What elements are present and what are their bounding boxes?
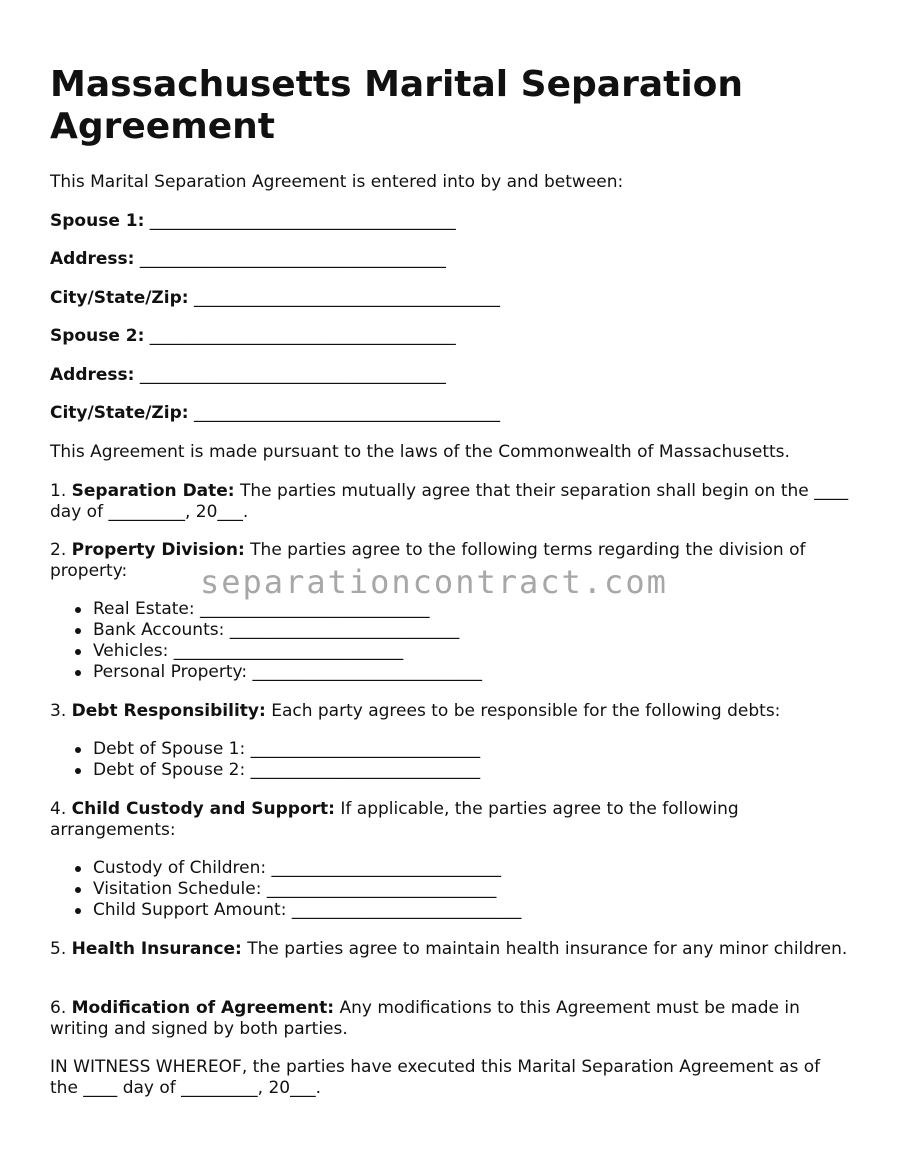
section-debt-responsibility bbox=[50, 701, 850, 722]
list-item: Debt of Spouse 2: ___________________________ bbox=[93, 760, 481, 780]
spouse1-address-field bbox=[50, 249, 446, 270]
section-heading: Health Insurance: bbox=[71, 939, 242, 959]
section-child-custody bbox=[50, 799, 850, 841]
field-label: City/State/Zip: bbox=[50, 288, 189, 308]
field-label: Spouse 2: bbox=[50, 326, 145, 346]
section-text: If applicable, the parties agree to the following arrangements: bbox=[50, 799, 739, 840]
list-item: Custody of Children: ___________________________ bbox=[93, 858, 521, 879]
field-label: Address: bbox=[50, 249, 135, 269]
section-text: The parties agree to maintain health insurance for any minor children. bbox=[247, 939, 848, 959]
pursuant-text: This Agreement is made pursuant to the laws of the Commonwealth of Massachusetts. bbox=[50, 442, 790, 462]
spouse1-name-field bbox=[50, 211, 456, 232]
section-text: The parties agree to the following terms regarding the division of property: bbox=[50, 540, 806, 581]
field-blank: ____________________________________ bbox=[149, 211, 456, 231]
section-text: The parties mutually agree that their separation shall begin on the ____ day of _________, 20___. bbox=[50, 481, 849, 522]
property-division-list bbox=[50, 599, 482, 683]
list-item: Child Support Amount: ___________________________ bbox=[93, 900, 522, 920]
section-modification bbox=[50, 998, 850, 1040]
witness-text: IN WITNESS WHEREOF, the parties have executed this Marital Separation Agreement as of the ____ day of _________, 20___. bbox=[50, 1057, 821, 1098]
list-item: Personal Property: ___________________________ bbox=[93, 662, 482, 682]
page-title: Massachusetts Marital Separation Agreement bbox=[50, 64, 744, 147]
field-blank: ____________________________________ bbox=[193, 403, 500, 423]
section-number: 1. bbox=[50, 481, 67, 501]
list-item: Real Estate: ___________________________ bbox=[93, 599, 482, 620]
section-text: Any modifications to this Agreement must be made in writing and signed by both parties. bbox=[50, 998, 800, 1039]
section-number: 2. bbox=[50, 540, 67, 560]
section-number: 4. bbox=[50, 799, 67, 819]
watermark: separationcontract.com bbox=[200, 563, 668, 601]
spouse2-address-field bbox=[50, 365, 446, 386]
intro-text: This Marital Separation Agreement is entered into by and between: bbox=[50, 172, 624, 192]
field-label: City/State/Zip: bbox=[50, 403, 189, 423]
list-item: Visitation Schedule: ___________________________ bbox=[93, 879, 521, 900]
list-item: Debt of Spouse 1: ___________________________ bbox=[93, 739, 481, 759]
section-heading: Debt Responsibility: bbox=[71, 701, 266, 721]
field-label: Spouse 1: bbox=[50, 211, 145, 231]
section-heading: Modification of Agreement: bbox=[71, 998, 335, 1018]
field-blank: ____________________________________ bbox=[139, 249, 446, 269]
section-number: 5. bbox=[50, 939, 67, 959]
section-number: 6. bbox=[50, 998, 67, 1018]
field-blank: ____________________________________ bbox=[149, 326, 456, 346]
section-text: Each party agrees to be responsible for the following debts: bbox=[271, 701, 781, 721]
debt-list bbox=[50, 739, 480, 781]
section-heading: Property Division: bbox=[71, 540, 245, 560]
list-item: Bank Accounts: ___________________________ bbox=[93, 620, 482, 641]
field-label: Address: bbox=[50, 365, 135, 385]
spouse2-citystatezip-field bbox=[50, 403, 500, 424]
section-health-insurance bbox=[50, 939, 850, 960]
field-blank: ____________________________________ bbox=[193, 288, 500, 308]
spouse2-name-field bbox=[50, 326, 456, 347]
spouse1-citystatezip-field bbox=[50, 288, 500, 309]
section-heading: Separation Date: bbox=[71, 481, 235, 501]
section-heading: Child Custody and Support: bbox=[71, 799, 335, 819]
list-item: Vehicles: ___________________________ bbox=[93, 641, 482, 662]
field-blank: ____________________________________ bbox=[139, 365, 446, 385]
custody-list bbox=[50, 858, 521, 921]
section-number: 3. bbox=[50, 701, 67, 721]
section-separation-date bbox=[50, 481, 850, 523]
